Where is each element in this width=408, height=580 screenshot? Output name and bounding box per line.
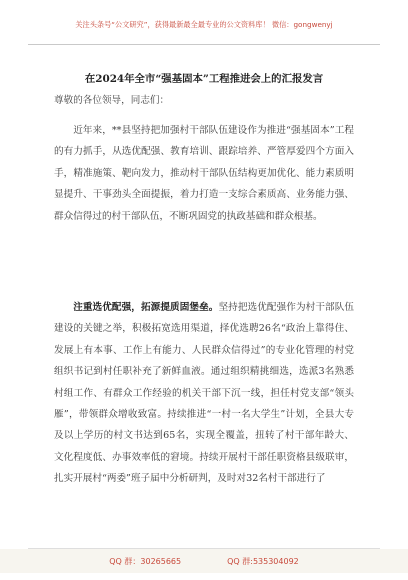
paragraph-selection (54, 297, 354, 490)
qq-group-2: QQ 群:535304092 (227, 557, 299, 566)
paragraph-lead-heading: 注重选优配强，拓源提质固堡垒。 (73, 302, 219, 313)
paragraph-intro: 近年来，**县坚持把加强村干部队伍建设作为推进“强基固本”工程的有力抓手，从选优配强、教育培训、跟踪培养、严管厚爱四个方面入手，精准施策、靶向发力，推动村干部队伍结构更加优化、能力素质明显提升、干事劲头全面提振，着力打造一支综合素质高、业务能力强、群众信得过的村干部队伍，不断巩固党的执政基础和群众根基。 (54, 125, 354, 222)
document-title: 在2024年全市“强基固本”工程推进会上的汇报发言 (84, 73, 324, 85)
header-divider (28, 44, 380, 45)
footer-contacts (0, 556, 408, 567)
salutation: 尊敬的各位领导，同志们： (54, 95, 170, 106)
header-banner: 关注头条号“公文研究”，获得最新最全最专业的公文资料库！ 微信：gongwenyj (75, 20, 333, 29)
paragraph-body: 坚持把选优配强作为村干部队伍建设的关键之举，积极拓宽选用渠道，择优选聘26名“政治上靠得住、发展上有本事、工作上有能力、人民群众信得过”的专业化管理的村党组织书记到村任职补充了新鲜血液。通过组织精挑细选，选派3名熟悉村组工作、有群众工作经验的机关干部下沉一线，担任村党支部“领头雁”，带领群众增收致富。持续推进“一村一名大学生”计划，全县大专及以上学历的村文书达到65名，实现全覆盖，扭转了村干部年龄大、文化程度低、办事效率低的窘境。持续开展村干部任职资格县级联审，扎实开展村“两委”班子届中分析研判，及时对32名村干部进行了 (54, 302, 355, 485)
footer-divider (28, 548, 380, 549)
qq-group-1: QQ 群：30265665 (109, 557, 182, 566)
